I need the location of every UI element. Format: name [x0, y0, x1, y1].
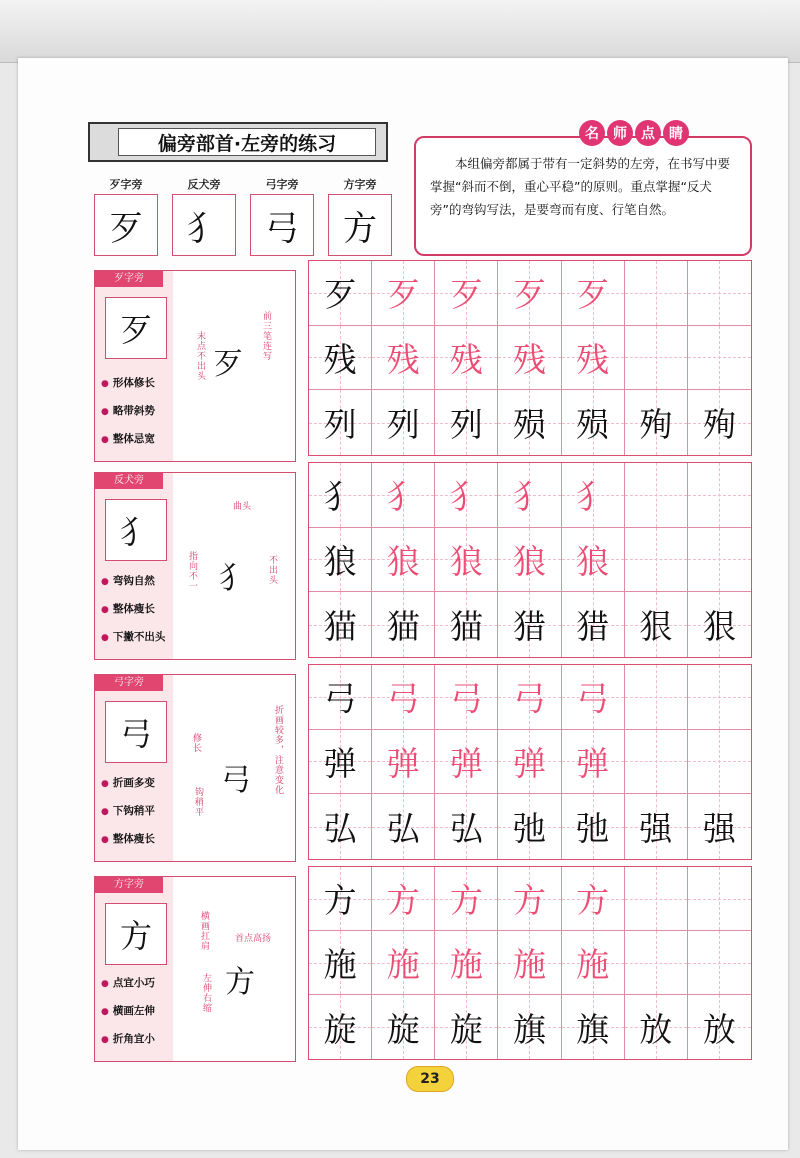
practice-cell	[372, 592, 435, 657]
tip-badge-char: 师	[607, 120, 633, 146]
feature-item: ● 整体瘦长	[101, 601, 155, 616]
practice-cell	[498, 261, 561, 326]
section-char: 歹	[105, 297, 167, 359]
practice-char: 殉	[702, 405, 736, 445]
demo-char: 方	[225, 965, 255, 1000]
ref-char-1: 歹	[94, 194, 158, 256]
practice-cell	[562, 463, 625, 528]
practice-char: 狼	[386, 541, 420, 581]
practice-cell	[498, 931, 561, 995]
practice-char: 弹	[576, 743, 610, 783]
practice-cell	[309, 326, 372, 391]
practice-char: 猎	[576, 607, 610, 647]
practice-char: 猫	[386, 607, 420, 647]
practice-cell	[309, 390, 372, 455]
practice-cell	[435, 528, 498, 593]
feature-item: ● 下钩稍平	[101, 803, 155, 818]
section-tag: 反犬旁	[95, 473, 163, 489]
practice-cell	[435, 995, 498, 1059]
practice-cell	[435, 261, 498, 326]
practice-char: 残	[512, 339, 546, 379]
practice-cell	[688, 931, 751, 995]
practice-cell	[562, 390, 625, 455]
section-tag: 弓字旁	[95, 675, 163, 691]
practice-char: 猎	[512, 607, 546, 647]
tip-badge-char: 点	[635, 120, 661, 146]
feature-item: ● 整体忌宽	[101, 431, 155, 446]
practice-cell	[688, 528, 751, 593]
practice-cell	[625, 261, 688, 326]
practice-char: 殒	[576, 405, 610, 445]
practice-char: 旋	[449, 1009, 483, 1049]
practice-cell	[372, 867, 435, 931]
practice-grid-3	[308, 664, 752, 860]
practice-char: 旗	[512, 1009, 546, 1049]
practice-cell	[688, 463, 751, 528]
practice-cell	[309, 528, 372, 593]
practice-cell	[562, 592, 625, 657]
practice-grid-2	[308, 462, 752, 658]
section-tag: 方字旁	[95, 877, 163, 893]
practice-char: 歹	[323, 275, 357, 315]
practice-char: 方	[512, 881, 546, 920]
practice-cell	[372, 463, 435, 528]
annotation-note: 不出头	[267, 555, 277, 585]
practice-cell	[562, 794, 625, 859]
practice-cell	[435, 867, 498, 931]
annotation-note: 指向不一	[187, 551, 197, 591]
practice-cell	[562, 528, 625, 593]
feature-item: ● 点宜小巧	[101, 975, 155, 990]
practice-cell	[435, 592, 498, 657]
practice-char: 施	[576, 945, 610, 984]
practice-char: 犭	[576, 477, 610, 517]
section-tag: 歹字旁	[95, 271, 163, 287]
practice-char: 弘	[386, 809, 420, 849]
practice-char: 歹	[512, 275, 546, 315]
tip-box	[414, 136, 752, 256]
practice-cell	[435, 665, 498, 730]
practice-char: 残	[576, 339, 610, 379]
practice-char: 犭	[323, 477, 357, 517]
practice-cell	[498, 390, 561, 455]
practice-char: 方	[323, 881, 357, 920]
practice-char: 旋	[386, 1009, 420, 1049]
tip-badge-char: 名	[579, 120, 605, 146]
practice-cell	[688, 261, 751, 326]
section-char: 犭	[105, 499, 167, 561]
annotation-note: 修长	[191, 733, 201, 753]
practice-char: 狠	[639, 607, 673, 647]
practice-cell	[625, 665, 688, 730]
practice-cell	[435, 931, 498, 995]
practice-cell	[688, 794, 751, 859]
practice-char: 列	[323, 405, 357, 445]
practice-char: 方	[576, 881, 610, 920]
practice-cell	[372, 794, 435, 859]
tip-badge-char: 睛	[663, 120, 689, 146]
ref-label-1: 歹字旁	[109, 178, 143, 191]
practice-cell	[435, 390, 498, 455]
practice-cell	[309, 261, 372, 326]
ref-label-3: 弓字旁	[265, 178, 299, 191]
practice-cell	[625, 867, 688, 931]
practice-cell	[688, 326, 751, 391]
practice-char: 歹	[386, 275, 420, 315]
practice-char: 施	[323, 945, 357, 984]
annotation-note: 横画扛肩	[199, 911, 209, 951]
practice-cell	[625, 326, 688, 391]
practice-cell	[688, 995, 751, 1059]
feature-item: ● 略带斜势	[101, 403, 155, 418]
practice-char: 狠	[702, 607, 736, 647]
practice-char: 犭	[512, 477, 546, 517]
practice-char: 强	[639, 809, 673, 849]
practice-cell	[625, 528, 688, 593]
practice-char: 犭	[386, 477, 420, 517]
practice-char: 弹	[323, 743, 357, 783]
practice-cell	[309, 730, 372, 795]
feature-item: ● 折画多变	[101, 775, 155, 790]
section-char: 弓	[105, 701, 167, 763]
practice-cell	[498, 528, 561, 593]
practice-char: 歹	[449, 275, 483, 315]
practice-char: 方	[386, 881, 420, 920]
section-panel-4	[94, 876, 296, 1062]
practice-char: 列	[449, 405, 483, 445]
practice-char: 殉	[639, 405, 673, 445]
feature-item: ● 下撇不出头	[101, 629, 165, 644]
page-title: 偏旁部首·左旁的练习	[118, 128, 376, 156]
practice-char: 弹	[386, 743, 420, 783]
practice-char: 弛	[512, 809, 546, 849]
practice-char: 弘	[449, 809, 483, 849]
demo-char: 犭	[219, 561, 249, 596]
practice-char: 弓	[449, 679, 483, 719]
practice-char: 施	[449, 945, 483, 984]
practice-char: 放	[702, 1009, 736, 1049]
practice-cell	[309, 665, 372, 730]
demo-char: 歹	[213, 347, 243, 382]
practice-char: 弓	[323, 679, 357, 719]
feature-item: ● 折角宜小	[101, 1031, 155, 1046]
practice-char: 猫	[323, 607, 357, 647]
practice-char: 列	[386, 405, 420, 445]
practice-char: 旗	[576, 1009, 610, 1049]
practice-cell	[309, 463, 372, 528]
demo-char: 弓	[221, 763, 251, 798]
practice-cell	[372, 326, 435, 391]
practice-cell	[625, 794, 688, 859]
practice-char: 强	[702, 809, 736, 849]
practice-char: 狼	[449, 541, 483, 581]
practice-char: 殒	[512, 405, 546, 445]
practice-cell	[688, 592, 751, 657]
practice-cell	[562, 665, 625, 730]
section-char: 方	[105, 903, 167, 965]
practice-cell	[625, 730, 688, 795]
practice-char: 犭	[449, 477, 483, 517]
ref-label-4: 方字旁	[343, 178, 377, 191]
practice-cell	[562, 730, 625, 795]
practice-cell	[625, 463, 688, 528]
section-panel-1	[94, 270, 296, 462]
practice-cell	[309, 995, 372, 1059]
practice-cell	[372, 730, 435, 795]
practice-char: 弹	[512, 743, 546, 783]
practice-char: 狼	[512, 541, 546, 581]
practice-char: 弓	[386, 679, 420, 719]
ref-label-2: 反犬旁	[187, 178, 221, 191]
annotation-note: 钩稍平	[193, 787, 203, 817]
practice-char: 施	[386, 945, 420, 984]
practice-cell	[372, 261, 435, 326]
practice-cell	[498, 730, 561, 795]
practice-char: 狼	[576, 541, 610, 581]
practice-cell	[688, 390, 751, 455]
practice-cell	[688, 730, 751, 795]
practice-cell	[562, 261, 625, 326]
ref-char-3: 弓	[250, 194, 314, 256]
practice-cell	[435, 730, 498, 795]
practice-cell	[688, 867, 751, 931]
practice-cell	[372, 528, 435, 593]
practice-cell	[435, 463, 498, 528]
tip-text: 本组偏旁都属于带有一定斜势的左旁，在书写中要掌握“斜而不倒，重心平稳”的原则。重点掌握“反犬旁”的弯钩写法，是要弯而有度、行笔自然。	[430, 156, 731, 217]
ref-char-4: 方	[328, 194, 392, 256]
feature-item: ● 形体修长	[101, 375, 155, 390]
practice-char: 狼	[323, 541, 357, 581]
feature-item: ● 弯钩自然	[101, 573, 155, 588]
practice-cell	[625, 592, 688, 657]
annotation-note: 首点高扬	[235, 934, 272, 944]
practice-char: 残	[386, 339, 420, 379]
practice-cell	[498, 867, 561, 931]
practice-cell	[372, 665, 435, 730]
annotation-note: 左伸右缩	[201, 973, 211, 1013]
practice-char: 歹	[576, 275, 610, 315]
practice-cell	[562, 995, 625, 1059]
practice-cell	[688, 665, 751, 730]
practice-cell	[309, 794, 372, 859]
practice-char: 残	[449, 339, 483, 379]
practice-char: 弹	[449, 743, 483, 783]
practice-cell	[435, 326, 498, 391]
practice-char: 方	[449, 881, 483, 920]
annotation-note: 折画较多，注意变化	[273, 705, 283, 795]
practice-cell	[309, 867, 372, 931]
practice-grid-1	[308, 260, 752, 456]
page-number: 23	[406, 1066, 454, 1092]
section-panel-3	[94, 674, 296, 862]
practice-char: 猫	[449, 607, 483, 647]
practice-cell	[625, 390, 688, 455]
feature-item: ● 整体瘦长	[101, 831, 155, 846]
practice-char: 弘	[323, 809, 357, 849]
practice-char: 残	[323, 339, 357, 379]
notebook-cover-edge	[0, 0, 800, 63]
practice-cell	[309, 592, 372, 657]
practice-cell	[562, 931, 625, 995]
practice-cell	[372, 995, 435, 1059]
practice-cell	[372, 390, 435, 455]
section-panel-2	[94, 472, 296, 660]
practice-cell	[309, 931, 372, 995]
practice-char: 放	[639, 1009, 673, 1049]
practice-cell	[625, 931, 688, 995]
practice-cell	[498, 463, 561, 528]
practice-cell	[498, 995, 561, 1059]
title-box	[88, 122, 388, 162]
practice-cell	[435, 794, 498, 859]
practice-cell	[498, 794, 561, 859]
practice-cell	[498, 592, 561, 657]
annotation-note: 前三笔连写	[261, 311, 271, 361]
annotation-note: 曲头	[233, 502, 252, 512]
feature-item: ● 横画左伸	[101, 1003, 155, 1018]
practice-char: 弓	[512, 679, 546, 719]
practice-cell	[498, 665, 561, 730]
practice-grid-4	[308, 866, 752, 1060]
tip-badge	[579, 120, 689, 146]
practice-char: 施	[512, 945, 546, 984]
practice-char: 弛	[576, 809, 610, 849]
practice-char: 旋	[323, 1009, 357, 1049]
annotation-note: 末点不出头	[195, 331, 205, 381]
ref-char-2: 犭	[172, 194, 236, 256]
practice-cell	[625, 995, 688, 1059]
practice-cell	[372, 931, 435, 995]
practice-cell	[562, 326, 625, 391]
practice-char: 弓	[576, 679, 610, 719]
practice-cell	[562, 867, 625, 931]
practice-cell	[498, 326, 561, 391]
